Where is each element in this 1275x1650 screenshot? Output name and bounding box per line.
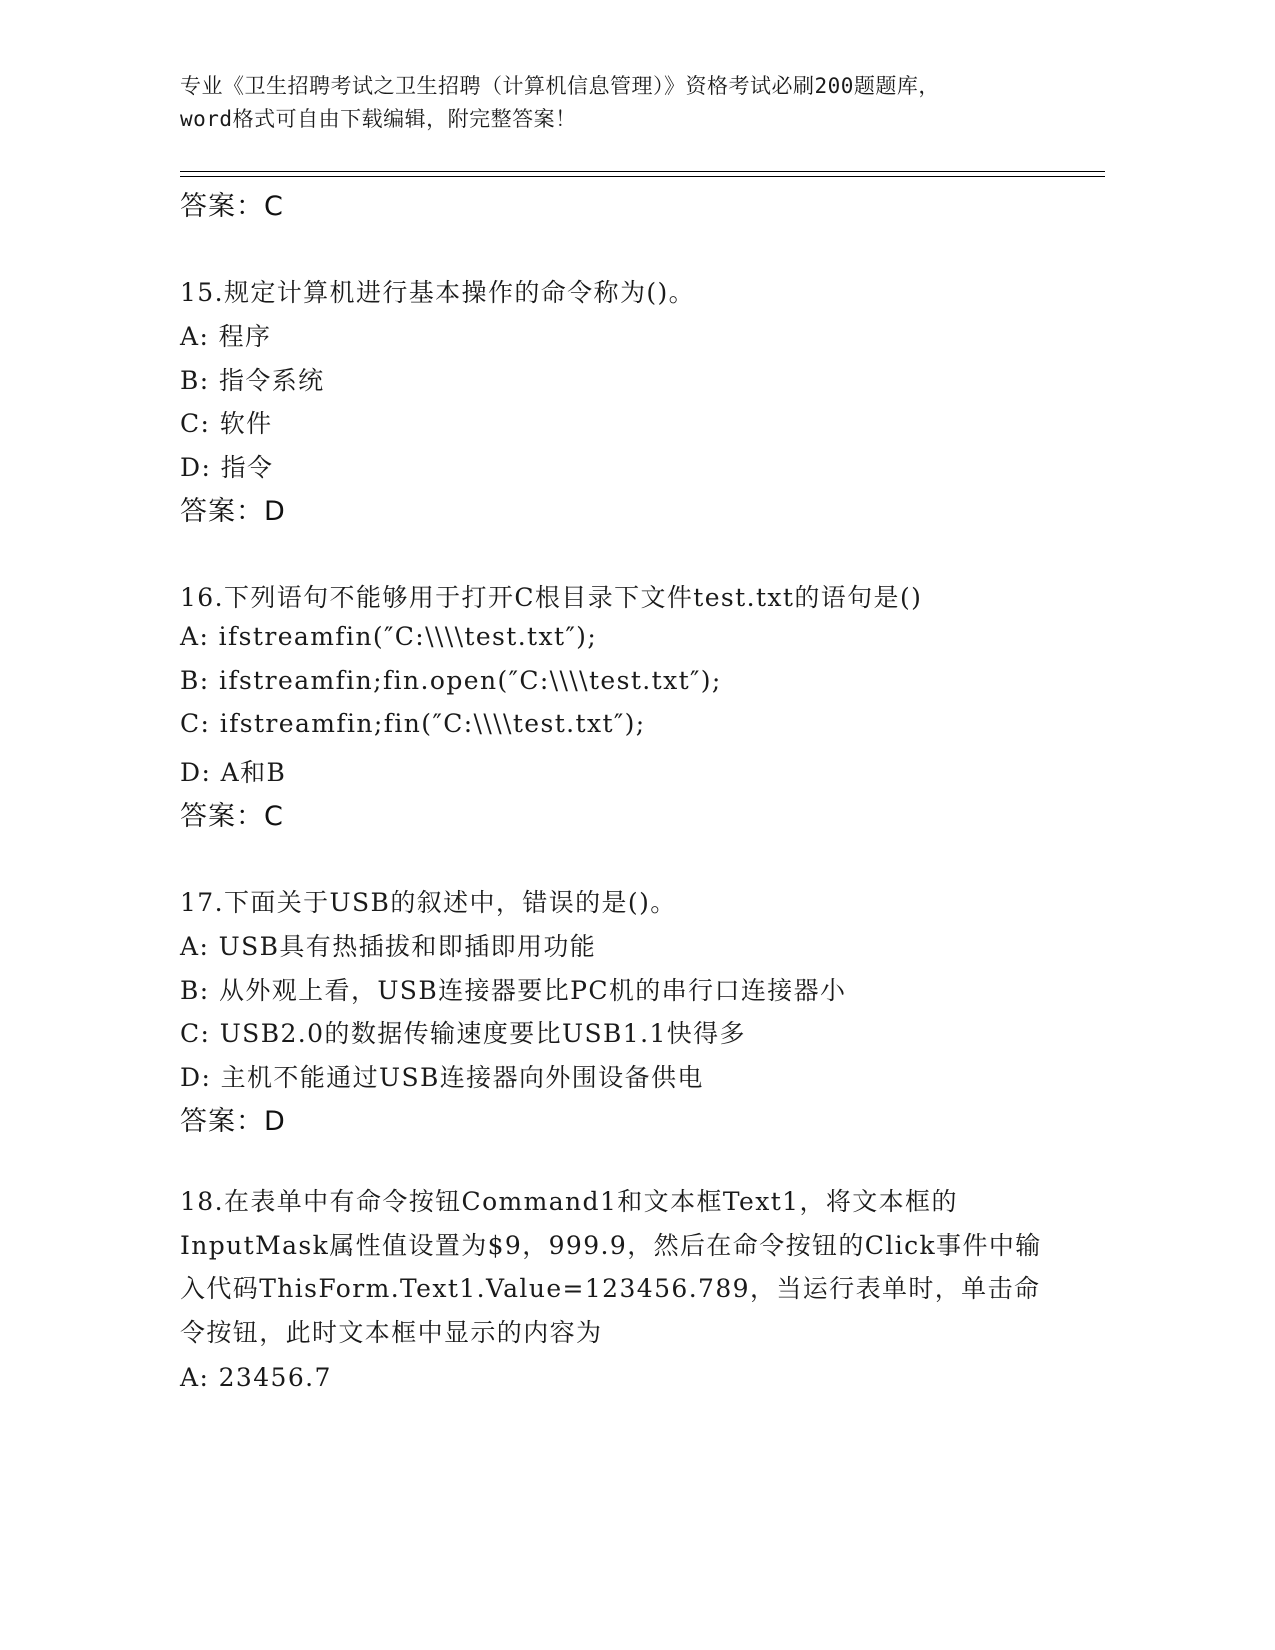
question-stem: 16.下列语句不能够用于打开C根目录下文件test.txt的语句是() xyxy=(180,583,923,612)
option-b: B: 指令系统 xyxy=(180,366,325,395)
option-c: C: USB2.0的数据传输速度要比USB1.1快得多 xyxy=(180,1019,746,1048)
header-divider-top xyxy=(180,171,1105,172)
header-line-2: word格式可自由下载编辑，附完整答案！ xyxy=(180,107,577,131)
option-a: A: 程序 xyxy=(180,322,272,351)
option-b: B: 从外观上看，USB连接器要比PC机的串行口连接器小 xyxy=(180,976,847,1005)
question-stem: 17.下面关于USB的叙述中，错误的是()。 xyxy=(180,888,677,917)
option-d: D: 主机不能通过USB连接器向外围设备供电 xyxy=(180,1063,704,1092)
header-divider-bottom xyxy=(180,176,1105,177)
option-a: A: ifstreamfin(″C:\\\\test.txt″); xyxy=(180,622,598,651)
answer: 答案：D xyxy=(180,1106,286,1137)
option-c: C: 软件 xyxy=(180,409,273,438)
document-header xyxy=(180,70,1120,136)
option-a: A: 23456.7 xyxy=(180,1363,332,1392)
answer: 答案：C xyxy=(180,801,284,832)
question-stem: 18.在表单中有命令按钮Command1和文本框Text1，将文本框的InputMask属性值设置为$9，999.9，然后在命令按钮的Click事件中输入代码ThisForm.Text1.Value=123456.789，当运行表单时，单击命令按钮，此时文本框中显示的内容为 xyxy=(180,1187,1042,1347)
answer: 答案：D xyxy=(180,496,286,527)
option-b: B: ifstreamfin;fin.open(″C:\\\\test.txt″); xyxy=(180,666,722,695)
question-stem: 15.规定计算机进行基本操作的命令称为()。 xyxy=(180,278,696,307)
option-c: C: ifstreamfin;fin(″C:\\\\test.txt″); xyxy=(180,709,646,738)
option-d: D: 指令 xyxy=(180,453,274,482)
option-d: D: A和B xyxy=(180,758,287,787)
option-a: A: USB具有热插拔和即插即用功能 xyxy=(180,932,597,961)
header-line-1: 专业《卫生招聘考试之卫生招聘（计算机信息管理）》资格考试必刷200题题库， xyxy=(180,74,940,98)
prev-answer: 答案：C xyxy=(180,191,284,222)
